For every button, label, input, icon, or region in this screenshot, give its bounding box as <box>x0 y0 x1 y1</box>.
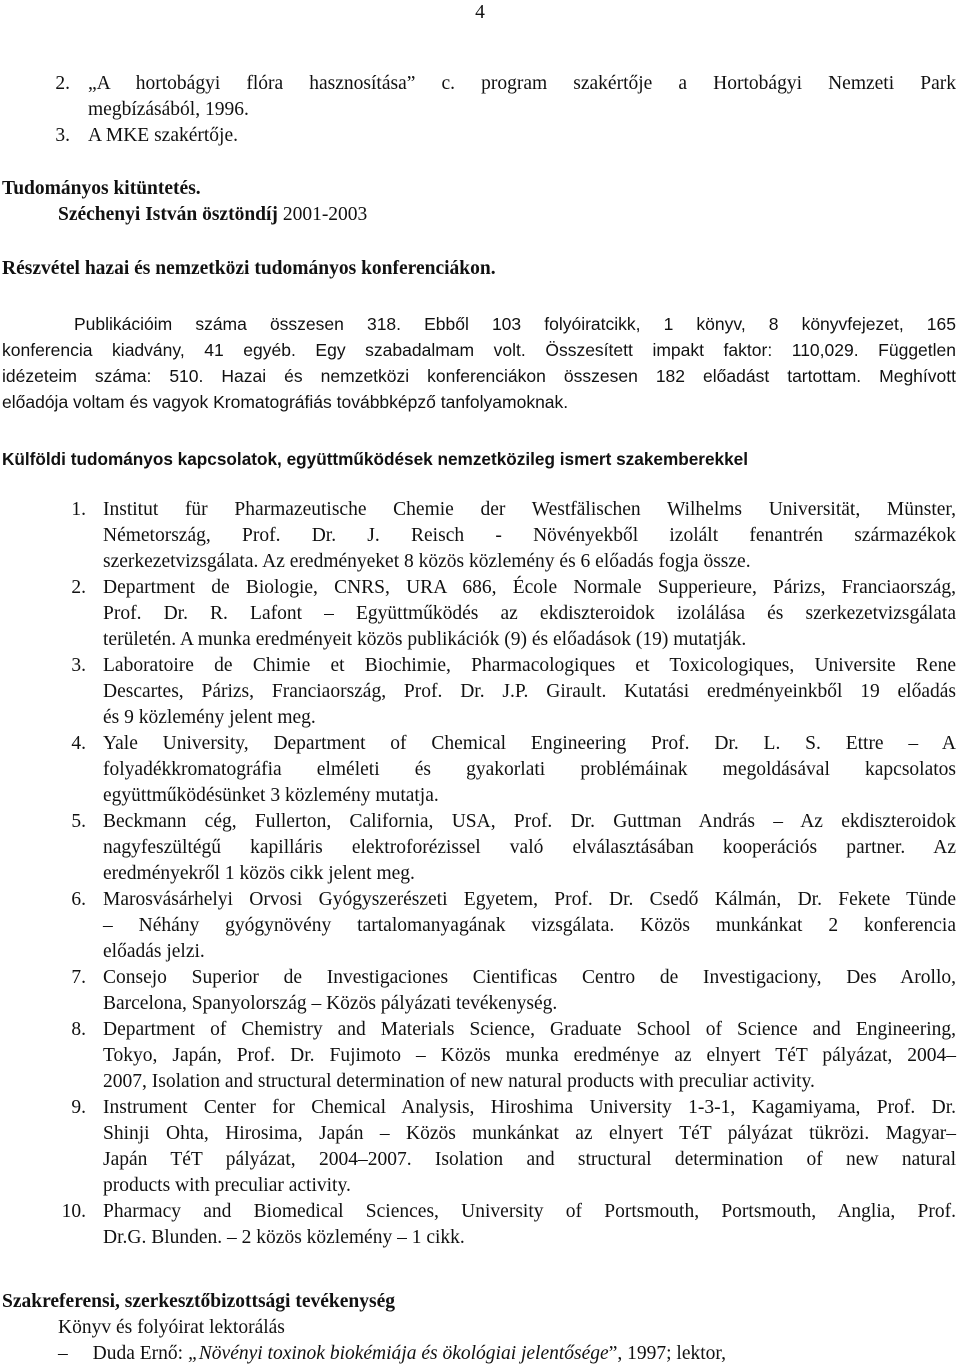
list-item-line: területén. A munka eredményeit közös publikációk (9) és előadások (19) mutatják. <box>103 629 747 650</box>
list-item-line: – Néhány gyógynövény tartalomanyagának vizsgálata. Közös munkánkat 2 konferencia <box>103 915 956 936</box>
publications-line: Publikációim száma összesen 318. Ebből 103 folyóiratcikk, 1 könyv, 8 könyvfejezet, 165 <box>74 314 956 334</box>
bullet-dash: – <box>58 1343 68 1364</box>
item-rest: ”, 1997; lektor, <box>608 1343 726 1364</box>
list-item <box>103 887 956 965</box>
item-title: „Növényi toxinok biokémiája és ökológiai jelentősége <box>187 1343 609 1364</box>
page-number: 4 <box>475 2 485 23</box>
list-item-line: Descartes, Párizs, Franciaország, Prof. Dr. J.P. Girault. Kutatási eredményeinkből 19 előadás <box>103 681 956 702</box>
editorial-heading: Szakreferensi, szerkesztőbizottsági tevékenység <box>2 1291 395 1312</box>
list-item-line: A MKE szakértője. <box>88 125 239 146</box>
list-item-line: előadás jelzi. <box>103 941 205 962</box>
list-number: 3. <box>71 655 86 676</box>
editorial-item <box>58 1341 726 1366</box>
awards-item <box>58 202 367 228</box>
list-number: 9. <box>71 1097 86 1118</box>
list-item-line: Consejo Superior de Investigaciones Cientificas Centro de Investigaciony, Des Arollo, <box>103 967 956 988</box>
list-item-line: szerkezetvizsgálata. Az eredményeket 8 közös közlemény és 6 előadás fogja össze. <box>103 551 751 572</box>
list-item-line: Marosvásárhelyi Orvosi Gyógyszerészeti Egyetem, Prof. Dr. Csedő Kálmán, Dr. Fekete Tünde <box>103 889 956 910</box>
list-number: 3. <box>55 125 70 146</box>
list-item-line: Laboratoire de Chimie et Biochimie, Pharmacologiques et Toxicologiques, Universite Rene <box>103 655 956 676</box>
list-item <box>103 575 956 653</box>
award-years: 2001-2003 <box>277 204 368 225</box>
list-number: 2. <box>55 73 70 94</box>
publications-line: idézeteim száma: 510. Hazai és nemzetközi konferenciákon összesen 182 előadást tartottam. Meghívott <box>2 366 956 386</box>
list-item-line: együttműködésünket 3 közlemény mutatja. <box>103 785 439 806</box>
list-item <box>103 1095 956 1199</box>
list-item-line: folyadékkromatográfia elméleti és gyakorlati problémáinak megoldásával kapcsolatos <box>103 759 956 780</box>
list-item-line: 2007, Isolation and structural determination of new natural products with preculiar activity. <box>103 1071 815 1092</box>
conferences-heading: Részvétel hazai és nemzetközi tudományos konferenciákon. <box>2 258 496 279</box>
list-number: 8. <box>71 1019 86 1040</box>
list-item <box>103 1199 956 1251</box>
list-item-line: „A hortobágyi flóra hasznosítása” c. program szakértője a Hortobágyi Nemzeti Park <box>88 73 956 94</box>
list-item-line: Department of Chemistry and Materials Science, Graduate School of Science and Engineering, <box>103 1019 956 1040</box>
item-author: Duda Ernő: <box>92 1343 188 1364</box>
list-number: 2. <box>71 577 86 598</box>
list-item <box>88 123 956 149</box>
list-item-line: Instrument Center for Chemical Analysis, Hiroshima University 1-3-1, Kagamiyama, Prof. Dr. <box>103 1097 956 1118</box>
publications-line: előadója voltam és vagyok Kromatográfiás továbbképző tanfolyamoknak. <box>2 392 569 412</box>
list-number: 10. <box>61 1201 86 1222</box>
list-number: 1. <box>71 499 86 520</box>
list-item-line: nagyfeszültégű kapilláris elektroforézissel való elválasztásában kooperációs partner. Az <box>103 837 956 858</box>
award-name: Széchenyi István ösztöndíj <box>58 204 278 225</box>
list-number: 4. <box>71 733 86 754</box>
list-item <box>103 809 956 887</box>
list-item-line: Institut für Pharmazeutische Chemie der Westfälischen Wilhelms Universität, Münster, <box>103 499 956 520</box>
list-item-line: Shinji Ohta, Hirosima, Japán – Közös munkánkat az elnyert TéT pályázat tükrözi. Magyar– <box>103 1123 956 1144</box>
list-number: 5. <box>71 811 86 832</box>
list-item-line: Tokyo, Japán, Prof. Dr. Fujimoto – Közös munka eredménye az elnyert TéT pályázat, 2004– <box>103 1045 956 1066</box>
publications-line: konferencia kiadvány, 41 egyéb. Egy szabadalmam volt. Összesített impakt faktor: 110,029. Független <box>2 340 956 360</box>
list-item-line: Prof. Dr. R. Lafont – Együttműködés az ekdiszteroidok izolálása és szerkezetvizsgálata <box>103 603 956 624</box>
list-item <box>103 1017 956 1095</box>
list-item-line: Pharmacy and Biomedical Sciences, University of Portsmouth, Portsmouth, Anglia, Prof. <box>103 1201 956 1222</box>
list-item-line: Yale University, Department of Chemical Engineering Prof. Dr. L. S. Ettre – A <box>103 733 956 754</box>
list-number: 6. <box>71 889 86 910</box>
list-item-line: Department de Biologie, CNRS, URA 686, École Normale Supperieure, Párizs, Franciaország, <box>103 577 956 598</box>
publications-paragraph <box>2 311 956 415</box>
foreign-collaborations-heading: Külföldi tudományos kapcsolatok, együttműködések nemzetközileg ismert szakemberekkel <box>2 449 748 469</box>
list-item <box>103 965 956 1017</box>
list-number: 7. <box>71 967 86 988</box>
list-item-line: Németország, Prof. Dr. J. Reisch - Növényekből izolált fenantrén származékok <box>103 525 956 546</box>
list-item-line: Dr.G. Blunden. – 2 közös közlemény – 1 cikk. <box>103 1227 465 1248</box>
list-item <box>103 653 956 731</box>
list-item-line: Japán TéT pályázat, 2004–2007. Isolation and structural determination of new natural <box>103 1149 956 1170</box>
list-item-line: és 9 közlemény jelent meg. <box>103 707 316 728</box>
awards-heading: Tudományos kitüntetés. <box>2 178 201 199</box>
list-item <box>103 731 956 809</box>
editorial-subheading: Könyv és folyóirat lektorálás <box>58 1317 285 1338</box>
list-item-line: megbízásából, 1996. <box>88 99 249 120</box>
list-item-line: eredményekről 1 közös cikk jelent meg. <box>103 863 415 884</box>
list-item <box>88 71 956 123</box>
list-item-line: products with preculiar activity. <box>103 1175 351 1196</box>
list-item-line: Barcelona, Spanyolország – Közös pályázati tevékenység. <box>103 993 558 1014</box>
list-item <box>103 497 956 575</box>
list-item-line: Beckmann cég, Fullerton, California, USA, Prof. Dr. Guttman András – Az ekdiszteroidok <box>103 811 956 832</box>
